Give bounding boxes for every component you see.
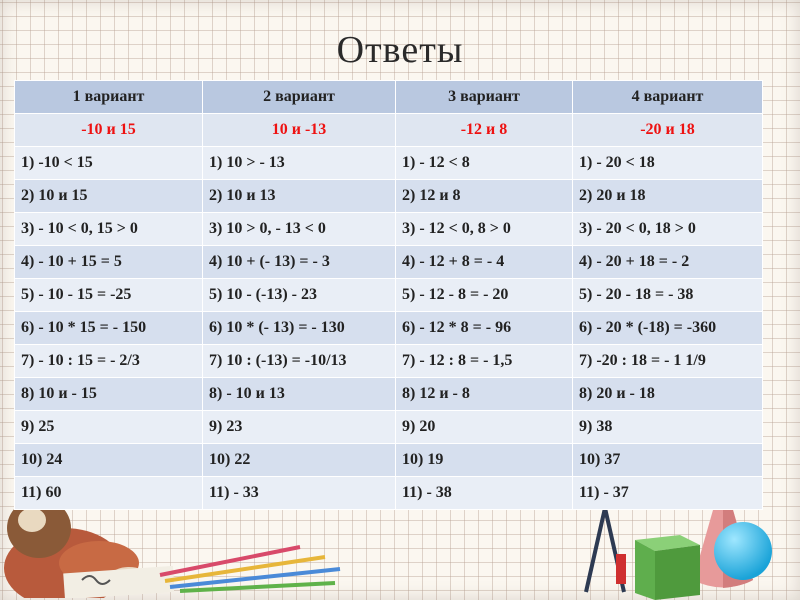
header-row	[15, 81, 763, 114]
table-cell: 6) 10 * (- 13) = - 130	[203, 312, 396, 345]
table-cell: 9) 25	[15, 411, 203, 444]
table-row	[15, 477, 763, 510]
header-variant-2: 2 вариант	[203, 81, 396, 114]
table-cell: 5) - 10 - 15 = -25	[15, 279, 203, 312]
answers-table-container	[14, 80, 762, 510]
table-cell: 8) 10 и - 15	[15, 378, 203, 411]
table-row	[15, 279, 763, 312]
pencils-illustration	[150, 535, 350, 595]
header-variant-1: 1 вариант	[15, 81, 203, 114]
table-cell: 3) - 20 < 0, 18 > 0	[573, 213, 763, 246]
table-row	[15, 378, 763, 411]
table-cell: 3) - 10 < 0, 15 > 0	[15, 213, 203, 246]
table-cell: 2) 12 и 8	[396, 180, 573, 213]
answers-row	[15, 114, 763, 147]
table-cell: 4) 10 + (- 13) = - 3	[203, 246, 396, 279]
table-cell: 4) - 10 + 15 = 5	[15, 246, 203, 279]
table-cell: 11) - 33	[203, 477, 396, 510]
table-cell: 6) - 12 * 8 = - 96	[396, 312, 573, 345]
table-cell: 3) 10 > 0, - 13 < 0	[203, 213, 396, 246]
table-row	[15, 246, 763, 279]
table-cell: 1) - 20 < 18	[573, 147, 763, 180]
table-row	[15, 213, 763, 246]
table-cell: 5) 10 - (-13) - 23	[203, 279, 396, 312]
table-cell: 8) 12 и - 8	[396, 378, 573, 411]
table-cell: 6) - 20 * (-18) = -360	[573, 312, 763, 345]
table-cell: 10) 24	[15, 444, 203, 477]
table-cell: 9) 23	[203, 411, 396, 444]
table-cell: 5) - 20 - 18 = - 38	[573, 279, 763, 312]
table-row	[15, 411, 763, 444]
header-variant-3: 3 вариант	[396, 81, 573, 114]
slide-title: Ответы	[336, 29, 464, 71]
table-row	[15, 147, 763, 180]
answers-table	[14, 80, 763, 510]
table-cell: 11) - 37	[573, 477, 763, 510]
table-cell: 4) - 12 + 8 = - 4	[396, 246, 573, 279]
table-cell: 1) 10 > - 13	[203, 147, 396, 180]
table-cell: 1) -10 < 15	[15, 147, 203, 180]
table-cell: 1) - 12 < 8	[396, 147, 573, 180]
table-cell: 10) 19	[396, 444, 573, 477]
table-cell: 10) 37	[573, 444, 763, 477]
table-cell: 10) 22	[203, 444, 396, 477]
table-cell: 8) - 10 и 13	[203, 378, 396, 411]
table-cell: 11) 60	[15, 477, 203, 510]
cube-illustration	[625, 515, 705, 600]
table-cell: 11) - 38	[396, 477, 573, 510]
header-variant-4: 4 вариант	[573, 81, 763, 114]
table-cell: 5) - 12 - 8 = - 20	[396, 279, 573, 312]
table-row	[15, 444, 763, 477]
table-cell: 8) 20 и - 18	[573, 378, 763, 411]
table-cell: 9) 20	[396, 411, 573, 444]
table-cell: 3) - 12 < 0, 8 > 0	[396, 213, 573, 246]
table-row	[15, 345, 763, 378]
table-cell: 4) - 20 + 18 = - 2	[573, 246, 763, 279]
table-cell: 2) 20 и 18	[573, 180, 763, 213]
table-cell: 7) - 10 : 15 = - 2/3	[15, 345, 203, 378]
answer-variant-3: -12 и 8	[396, 114, 573, 147]
table-cell: 6) - 10 * 15 = - 150	[15, 312, 203, 345]
table-row	[15, 180, 763, 213]
table-row	[15, 312, 763, 345]
table-cell: 7) - 12 : 8 = - 1,5	[396, 345, 573, 378]
answer-variant-1: -10 и 15	[15, 114, 203, 147]
table-cell: 9) 38	[573, 411, 763, 444]
answer-variant-4: -20 и 18	[573, 114, 763, 147]
table-cell: 7) 10 : (-13) = -10/13	[203, 345, 396, 378]
table-cell: 7) -20 : 18 = - 1 1/9	[573, 345, 763, 378]
table-cell: 2) 10 и 15	[15, 180, 203, 213]
table-cell: 2) 10 и 13	[203, 180, 396, 213]
sphere-illustration	[712, 520, 774, 582]
answer-variant-2: 10 и -13	[203, 114, 396, 147]
